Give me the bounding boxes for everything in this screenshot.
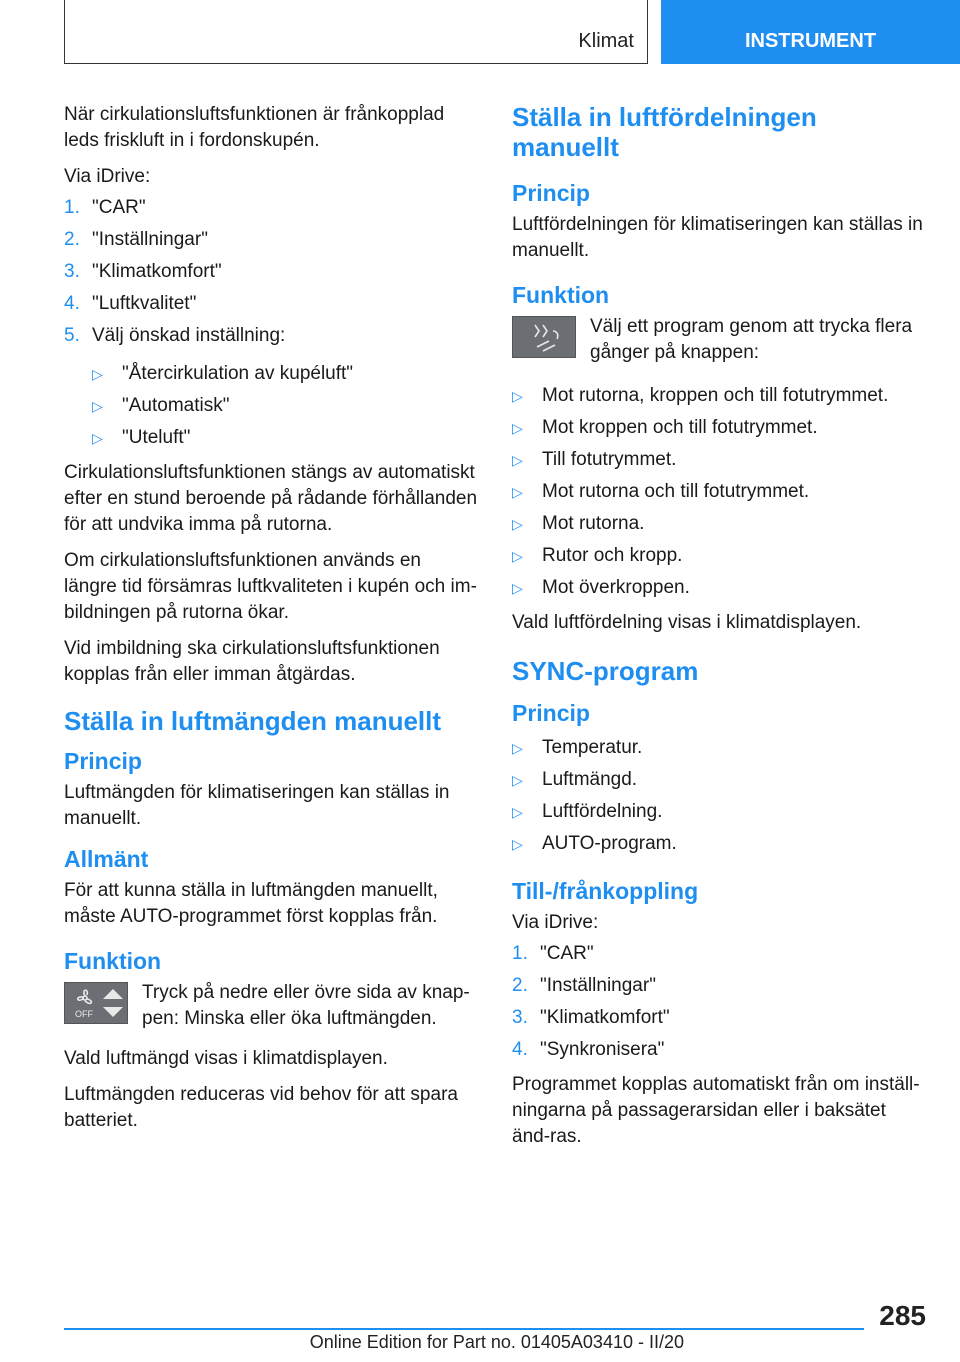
list-item: ▷ Luftmängd. [512,764,926,796]
list-item: ▷ AUTO-program. [512,828,926,860]
paragraph: Cirkulationsluftsfunktionen stängs av automatiskt efter en stund beroende på rådande förhållanden för att undvika imma på rutorna. [64,462,478,535]
paragraph: Luftmängden reduceras vid behov för att spara batteriet. [64,1084,458,1131]
subheading: Till-/frånkoppling [512,878,699,904]
chapter-tab: INSTRUMENT [661,0,960,64]
section-title: Klimat [578,30,634,52]
paragraph: Via iDrive: [512,912,599,933]
subheading: Allmänt [64,846,149,872]
triangle-bullet-icon: ▷ [512,484,523,500]
paragraph: För att kunna ställa in luftmängden manuellt, måste AUTO-programmet först kopplas från. [64,880,438,927]
list-item: 3. "Klimatkomfort" [512,1007,670,1028]
subheading: Funktion [64,948,162,974]
function-row [512,314,926,366]
bullet-list [512,380,926,604]
numbered-list [64,192,478,352]
list-item: ▷ Rutor och kropp. [512,540,926,572]
bullet-list [64,358,478,454]
list-item: ▷ Mot överkroppen. [512,572,926,604]
list-item: ▷ Mot rutorna och till fotutrymmet. [512,476,926,508]
edition-note: Online Edition for Part no. 01405A03410 - II/20 [309,1332,684,1352]
triangle-bullet-icon: ▷ [512,516,523,532]
section-heading: Ställa in luftmängden manuellt [64,706,442,736]
triangle-bullet-icon: ▷ [512,740,523,756]
subheading: Princip [512,180,590,206]
list-item: ▷ Till fotutrymmet. [512,444,926,476]
list-item: 1. "CAR" [64,197,146,218]
paragraph: Om cirkulationsluftsfunktionen används en längre tid försämras luftkvaliteten i kupén och im-bildningen på rutorna ökar. [64,550,477,623]
list-item: 4. "Luftkvalitet" [64,293,197,314]
paragraph: Via iDrive: [64,166,151,187]
function-description: Välj ett program genom att trycka flera gånger på knappen: [590,316,913,363]
list-item: ▷ Mot rutorna, kroppen och till fotutrymmet. [512,380,926,412]
subheading: Princip [64,748,142,774]
paragraph: Vid imbildning ska cirkulationsluftsfunktionen kopplas från eller imman åtgärdas. [64,638,440,685]
triangle-bullet-icon: ▷ [512,580,523,596]
page-number: 285 [879,1300,926,1331]
subheading: Princip [512,700,590,726]
paragraph: Programmet kopplas automatiskt från om inställ-ningarna på passagerarsidan eller i baksätet änd-ras. [512,1074,920,1147]
function-row [64,980,478,1032]
footer-divider [64,1328,864,1330]
list-item: 3. "Klimatkomfort" [64,261,222,282]
function-description: Tryck på nedre eller övre sida av knap-pen: Minska eller öka luftmängden. [142,982,470,1029]
paragraph: När cirkulationsluftsfunktionen är frånkopplad leds friskluft in i fordonskupén. [64,104,445,151]
list-item: 2. "Inställningar" [512,975,656,996]
section-heading: Ställa in luftfördelningen manuellt [512,102,817,162]
triangle-bullet-icon: ▷ [92,430,103,446]
list-item: 4. "Synkronisera" [512,1039,665,1060]
list-item: ▷ Mot kroppen och till fotutrymmet. [512,412,926,444]
triangle-bullet-icon: ▷ [92,398,103,414]
numbered-list [512,938,926,1066]
list-item: ▷ "Återcirkulation av kupéluft" [64,358,478,390]
subheading: Funktion [512,282,610,308]
list-item: ▷ Mot rutorna. [512,508,926,540]
section-heading: SYNC-program [512,656,699,686]
triangle-bullet-icon: ▷ [512,804,523,820]
paragraph: Luftfördelningen för klimatiseringen kan ställas in manuellt. [512,214,923,261]
triangle-bullet-icon: ▷ [512,836,523,852]
fan-button-icon [64,982,128,1024]
triangle-bullet-icon: ▷ [512,420,523,436]
air-distribution-button-icon [512,316,576,358]
list-item: 2. "Inställningar" [64,229,208,250]
list-item: 1. "CAR" [512,943,594,964]
paragraph: Vald luftmängd visas i klimatdisplayen. [64,1048,388,1069]
triangle-bullet-icon: ▷ [512,772,523,788]
header-box [64,0,648,64]
paragraph: Vald luftfördelning visas i klimatdisplayen. [512,612,862,633]
list-item: ▷ "Automatisk" [64,390,478,422]
left-column [64,102,478,1144]
triangle-bullet-icon: ▷ [92,366,103,382]
triangle-bullet-icon: ▷ [512,452,523,468]
list-item: 5. Välj önskad inställning: [64,325,286,346]
bullet-list [512,732,926,860]
list-item: ▷ "Uteluft" [64,422,478,454]
right-column [512,102,926,1160]
paragraph: Luftmängden för klimatiseringen kan ställas in manuellt. [64,782,450,829]
list-item: ▷ Luftfördelning. [512,796,926,828]
svg-text:OFF: OFF [75,1009,93,1019]
triangle-bullet-icon: ▷ [512,548,523,564]
triangle-bullet-icon: ▷ [512,388,523,404]
list-item: ▷ Temperatur. [512,732,926,764]
